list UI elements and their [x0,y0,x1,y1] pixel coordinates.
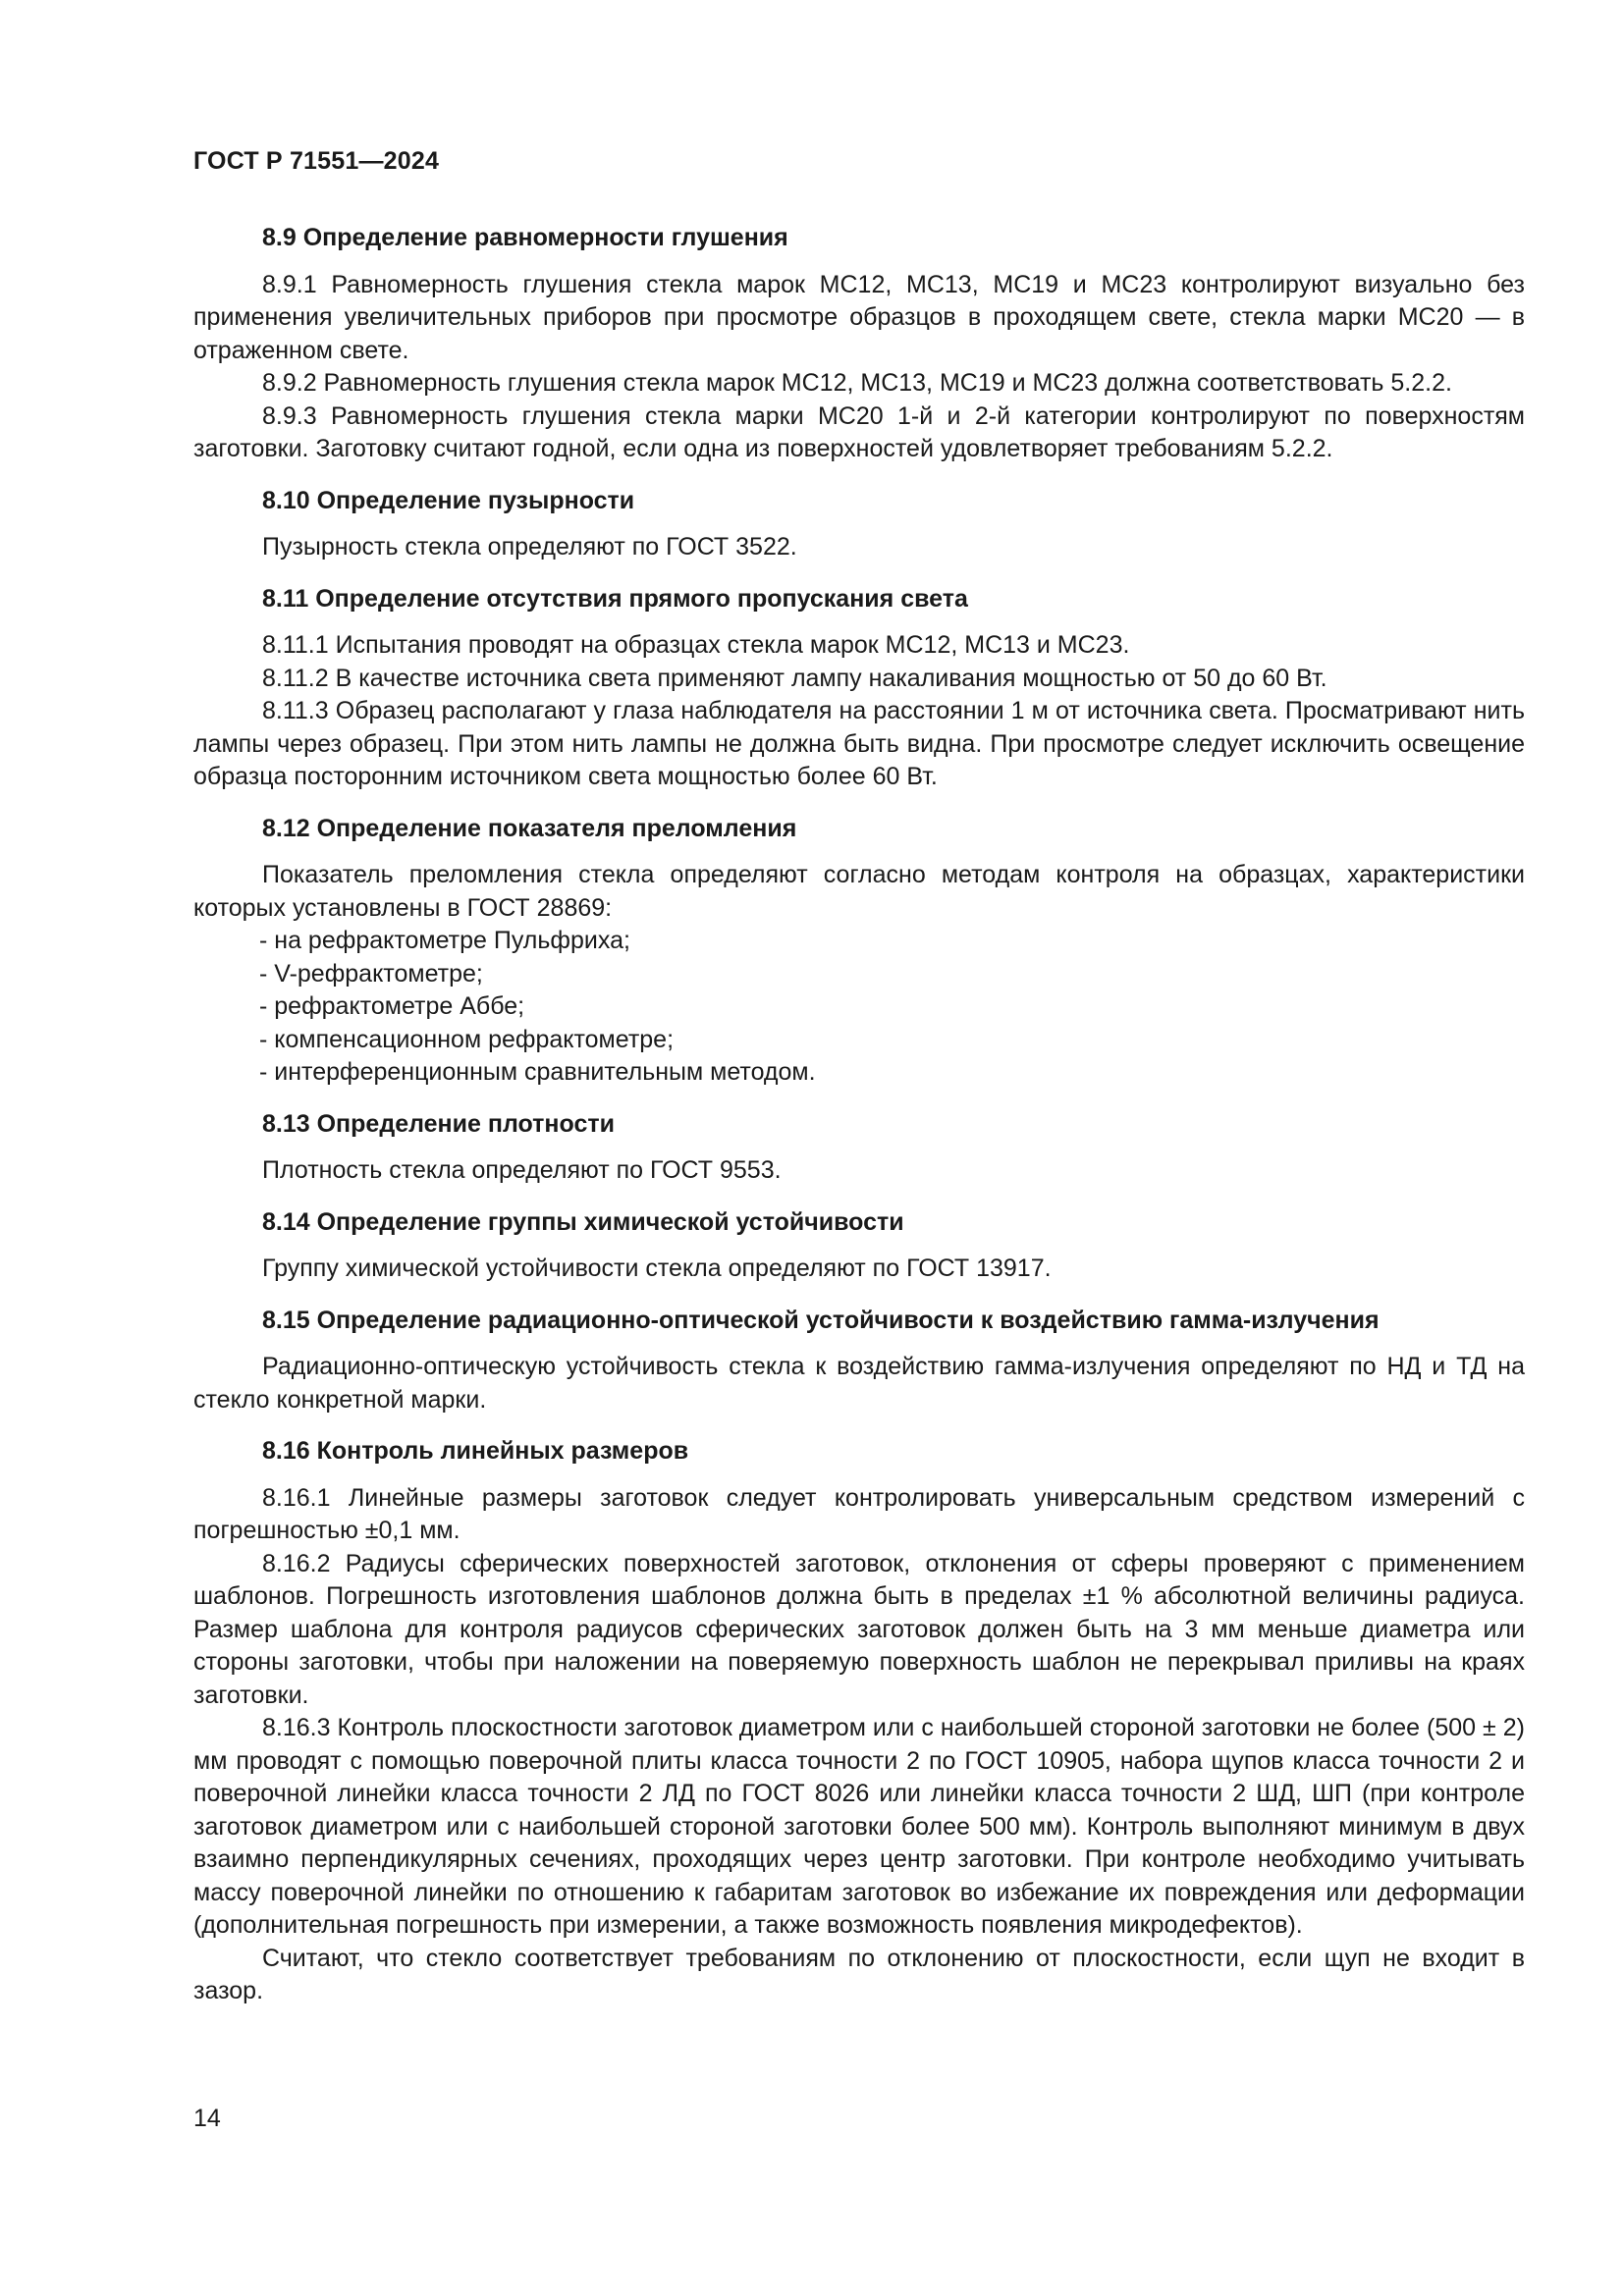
list-item: - интерференционным сравнительным методом. [193,1056,1525,1090]
section-heading: 8.10 Определение пузырности [262,486,635,514]
method-list [193,925,1525,1090]
section-heading: 8.13 Определение плотности [262,1109,615,1138]
section-8-9 [193,222,1525,466]
paragraph: Радиационно-оптическую устойчивость стекла к воздействию гамма-излучения определяют по НД и ТД на стекло конкретной марки. [193,1353,1525,1414]
paragraph: 8.11.2 В качестве источника света применяют лампу накаливания мощностью от 50 до 60 Вт. [262,664,1327,692]
paragraph: Плотность стекла определяют по ГОСТ 9553. [262,1156,782,1184]
section-8-11 [193,583,1525,794]
page-number: 14 [193,2105,221,2132]
section-8-15 [193,1305,1525,1417]
list-item: - рефрактометре Аббе; [193,990,1525,1024]
section-heading: 8.16 Контроль линейных размеров [262,1437,689,1465]
paragraph: Показатель преломления стекла определяют согласно методам контроля на образцах, характеристики которых установлены в ГОСТ 28869: [193,861,1525,922]
paragraph: Группу химической устойчивости стекла определяют по ГОСТ 13917. [262,1255,1052,1282]
section-8-10 [193,485,1525,564]
list-item: - на рефрактометре Пульфриха; [193,925,1525,958]
section-8-12 [193,813,1525,1090]
paragraph: Пузырность стекла определяют по ГОСТ 3522. [262,533,797,561]
paragraph: 8.9.1 Равномерность глушения стекла марок МС12, МС13, МС19 и МС23 контролируют визуально без применения увеличительных приборов при просмотре образцов в проходящем свете, стекла марки МС20 — в отраженном свете. [193,270,1525,364]
list-item: - компенсационном рефрактометре; [193,1024,1525,1057]
paragraph: 8.11.1 Испытания проводят на образцах стекла марок МС12, МС13 и МС23. [262,631,1130,659]
section-heading: 8.11 Определение отсутствия прямого пропускания света [262,584,968,613]
list-item: - V-рефрактометре; [193,958,1525,991]
paragraph: 8.11.3 Образец располагают у глаза наблюдателя на расстоянии 1 м от источника света. Просматривают нить лампы через образец. При этом нить лампы не должна быть видна. При просмотре следует исключить освещение образца посторонним источником света мощностью более 60 Вт. [193,697,1525,790]
paragraph: 8.9.2 Равномерность глушения стекла марок МС12, МС13, МС19 и МС23 должна соответствовать 5.2.2. [262,369,1452,397]
document-header: ГОСТ Р 71551—2024 [193,147,440,175]
section-heading: 8.14 Определение группы химической устойчивости [262,1207,904,1236]
section-8-13 [193,1108,1525,1188]
paragraph: 8.16.1 Линейные размеры заготовок следует контролировать универсальным средством измерений с погрешностью ±0,1 мм. [193,1483,1525,1544]
section-8-16 [193,1435,1525,2008]
paragraph: 8.16.3 Контроль плоскостности заготовок диаметром или с наибольшей стороной заготовки не более (500 ± 2) мм проводят с помощью поверочной плиты класса точности 2 по ГОСТ 10905, набора щупов класса точности 2 и поверочной линейки класса точности 2 ЛД по ГОСТ 8026 или линейки класса точности 2 ШД, ШП (при контроле заготовок диаметром или с наибольшей стороной заготовки более 500 мм). Контроль выполняют минимум в двух взаимно перпендикулярных сечениях, проходящих через центр заготовки. При контроле необходимо учитывать массу поверочной линейки по отношению к габаритам заготовок во избежание их повреждения или деформации (дополнительная погрешность при измерении, а также возможность появления микродефектов). [193,1714,1525,1939]
section-8-14 [193,1206,1525,1286]
paragraph: 8.16.2 Радиусы сферических поверхностей заготовок, отклонения от сферы проверяют с применением шаблонов. Погрешность изготовления шаблонов должна быть в пределах ±1 % абсолютной величины радиуса. Размер шаблона для контроля радиусов сферических заготовок должен быть на 3 мм меньше диаметра или стороны заготовки, чтобы при наложении на поверяемую поверхность шаблон не перекрывал приливы на краях заготовки. [193,1549,1525,1709]
paragraph: Считают, что стекло соответствует требованиям по отклонению от плоскостности, если щуп не входит в зазор. [193,1944,1525,2004]
section-heading: 8.12 Определение показателя преломления [262,814,797,842]
paragraph: 8.9.3 Равномерность глушения стекла марки МС20 1-й и 2-й категории контролируют по поверхностям заготовки. Заготовку считают годной, если одна из поверхностей удовлетворяет требованиям 5.2.2. [193,401,1525,462]
section-heading: 8.15 Определение радиационно-оптической устойчивости к воздействию гамма-излучения [262,1306,1380,1334]
section-heading: 8.9 Определение равномерности глушения [262,224,788,251]
document-body [193,222,1525,2008]
